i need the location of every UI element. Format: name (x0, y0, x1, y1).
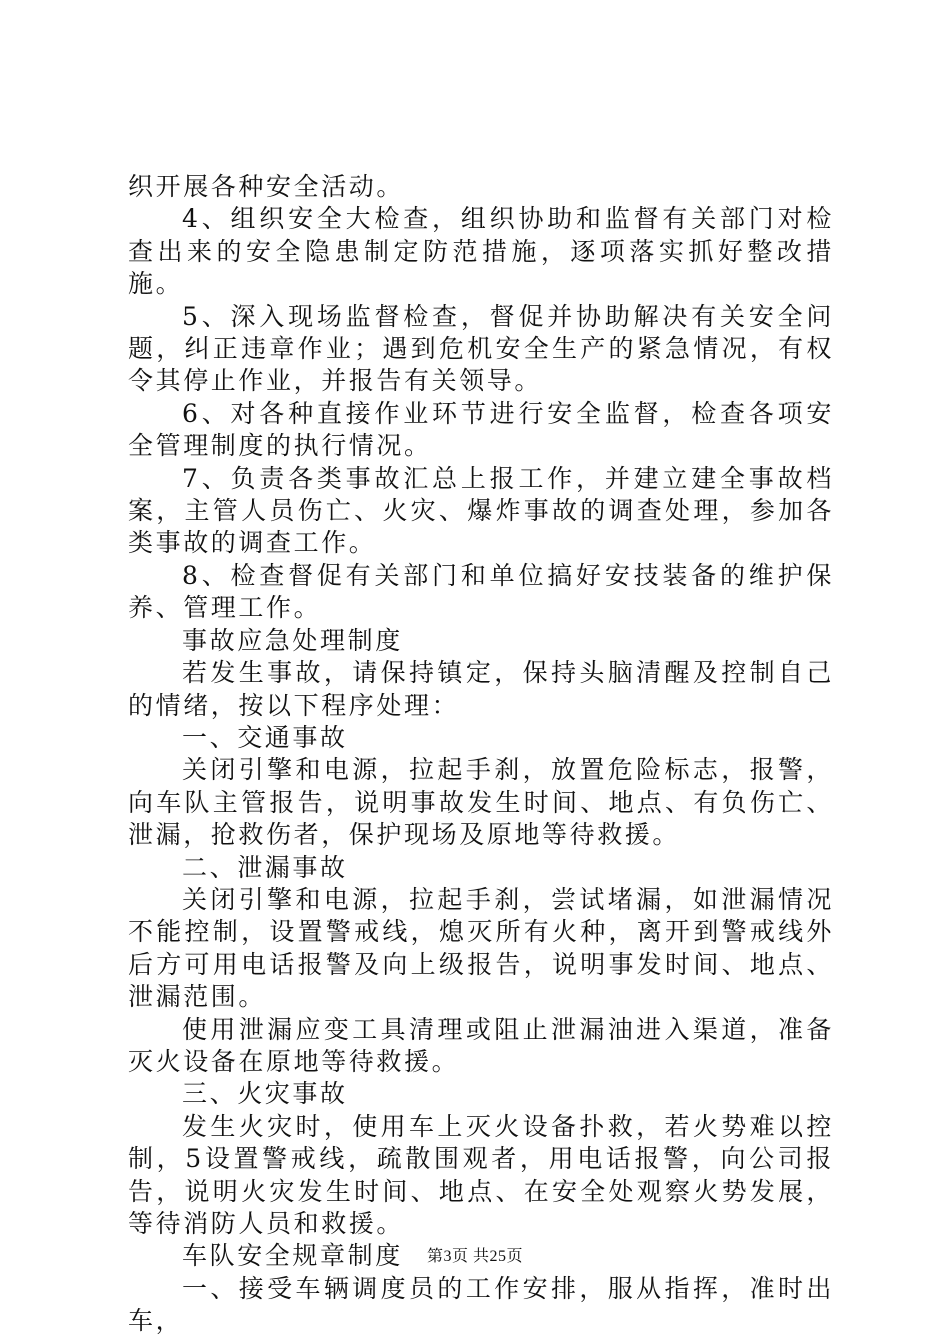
paragraph: 关闭引擎和电源，拉起手刹，尝试堵漏，如泄漏情况不能控制，设置警戒线，熄灭所有火种，离开到警戒线外后方可用电话报警及向上级报告，说明事发时间、地点、泄漏范围。 (128, 884, 834, 1012)
paragraph: 发生火灾时，使用车上灭火设备扑救，若火势难以控制，5设置警戒线，疏散围观者，用电话报警，向公司报告，说明火灾发生时间、地点、在安全处观察火势发展，等待消防人员和救援。 (128, 1111, 834, 1238)
paragraph: 5、深入现场监督检查，督促并协助解决有关安全问题，纠正违章作业；遇到危机安全生产的紧急情况，有权令其停止作业，并报告有关领导。 (128, 301, 834, 396)
paragraph: 一、交通事故 (182, 722, 348, 752)
page-footer: 第3页 共25页 (426, 1248, 523, 1265)
paragraph: 4、组织安全大检查，组织协助和监督有关部门对检查出来的安全隐患制定防范措施，逐项落实抓好整改措施。 (128, 204, 834, 299)
paragraph: 织开展各种安全活动。 (128, 172, 405, 201)
paragraph: 若发生事故，请保持镇定，保持头脑清醒及控制自己的情绪，按以下程序处理： (128, 658, 834, 720)
paragraph: 6、对各种直接作业环节进行安全监督，检查各项安全管理制度的执行情况。 (128, 398, 834, 461)
paragraph: 事故应急处理制度 (182, 625, 403, 655)
document-body (128, 171, 834, 1338)
paragraph: 车队安全规章制度 (182, 1241, 403, 1271)
paragraph: 使用泄漏应变工具清理或阻止泄漏油进入渠道，准备灭火设备在原地等待救援。 (128, 1014, 834, 1076)
paragraph: 一、接受车辆调度员的工作安排，服从指挥，准时出车， (128, 1273, 834, 1336)
paragraph: 7、负责各类事故汇总上报工作，并建立建全事故档案，主管人员伤亡、火灾、爆炸事故的调查处理，参加各类事故的调查工作。 (128, 463, 834, 558)
paragraph: 关闭引擎和电源，拉起手刹，放置危险标志，报警，向车队主管报告，说明事故发生时间、地点、有负伤亡、泄漏，抢救伤者，保护现场及原地等待救援。 (128, 755, 834, 850)
paragraph: 二、泄漏事故 (182, 852, 348, 882)
paragraph: 三、火灾事故 (182, 1079, 348, 1109)
paragraph: 8、检查督促有关部门和单位搞好安技装备的维护保养、管理工作。 (128, 560, 834, 623)
